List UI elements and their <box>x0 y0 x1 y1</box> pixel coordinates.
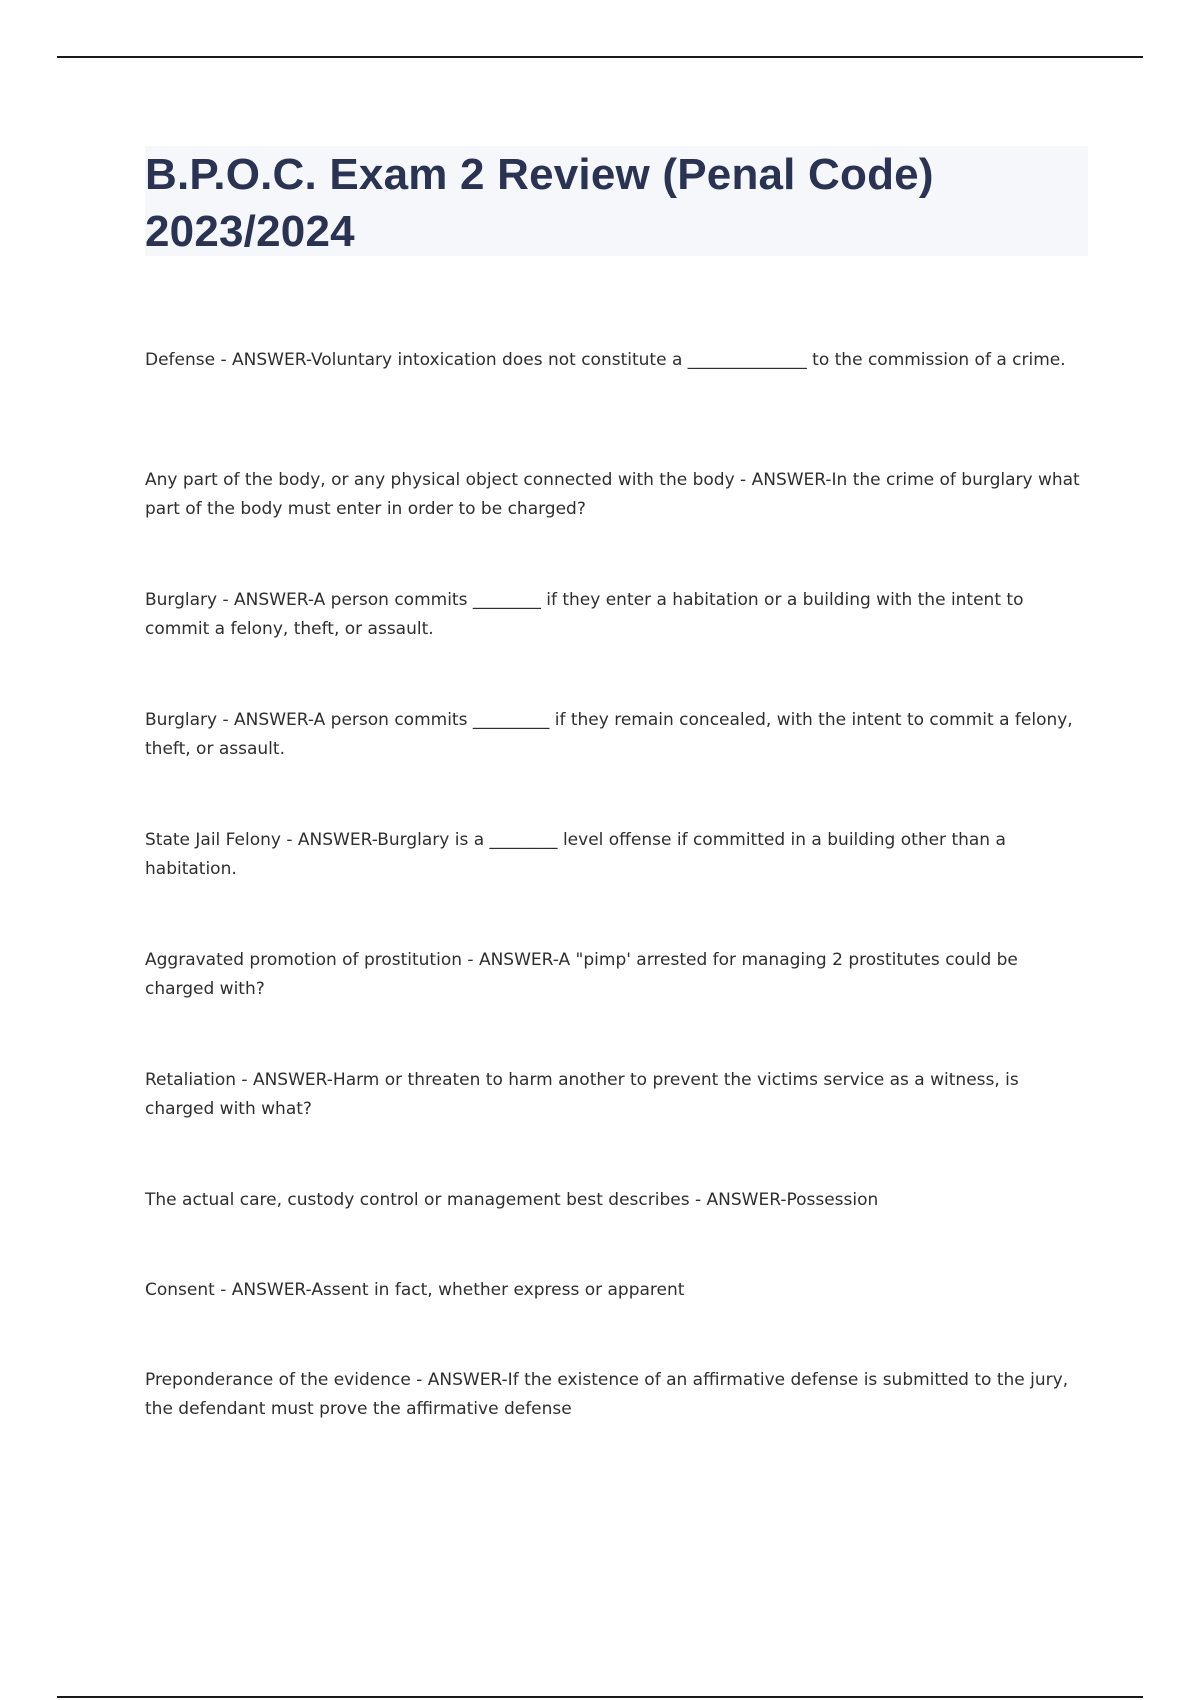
qa-item: Retaliation - ANSWER-Harm or threaten to harm another to prevent the victims service as a witness, is charged with what? <box>145 1070 1019 1119</box>
header-rule <box>57 56 1143 58</box>
qa-item: Aggravated promotion of prostitution - ANSWER-A "pimp' arrested for managing 2 prostitutes could be charged with? <box>145 950 1018 999</box>
title-line-2: 2023/2024 <box>145 207 355 256</box>
qa-item: Preponderance of the evidence - ANSWER-If the existence of an affirmative defense is submitted to the jury, the defendant must prove the affirmative defense <box>145 1370 1069 1419</box>
qa-item: State Jail Felony - ANSWER-Burglary is a ________ level offense if committed in a building other than a habitation. <box>145 830 1006 879</box>
qa-item: Burglary - ANSWER-A person commits ________ if they enter a habitation or a building with the intent to commit a felony, theft, or assault. <box>145 590 1024 639</box>
title-line-1: B.P.O.C. Exam 2 Review (Penal Code) <box>145 150 934 199</box>
qa-item: Defense - ANSWER-Voluntary intoxication does not constitute a ______________ to the commission of a crime. <box>145 350 1066 370</box>
page-title <box>145 146 1088 260</box>
footer-rule <box>57 1696 1143 1698</box>
qa-item: The actual care, custody control or management best describes - ANSWER-Possession <box>145 1190 879 1210</box>
qa-item: Burglary - ANSWER-A person commits _________ if they remain concealed, with the intent to commit a felony, theft, or assault. <box>145 710 1073 759</box>
qa-item: Consent - ANSWER-Assent in fact, whether express or apparent <box>145 1280 685 1300</box>
title-block <box>145 146 1088 256</box>
qa-item: Any part of the body, or any physical object connected with the body - ANSWER-In the crime of burglary what part of the body must enter in order to be charged? <box>145 470 1080 519</box>
